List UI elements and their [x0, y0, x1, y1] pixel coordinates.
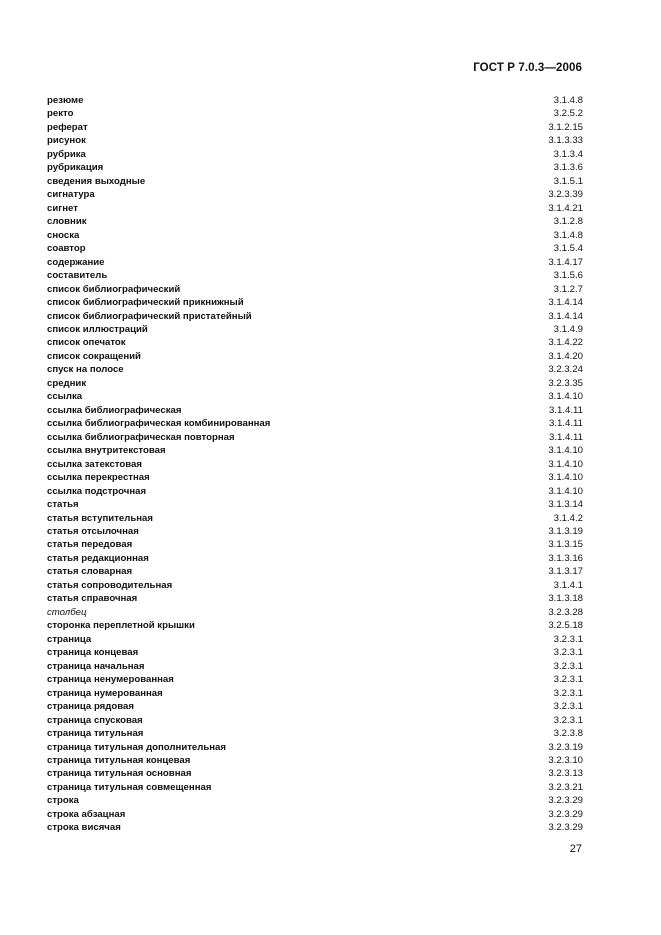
- index-term: статья: [47, 499, 79, 511]
- index-term: список библиографический: [47, 283, 181, 295]
- index-reference: 3.1.3.19: [548, 526, 583, 537]
- index-reference: 3.1.4.11: [549, 404, 583, 416]
- index-entry: [47, 377, 583, 390]
- index-term: список библиографический пристатейный: [47, 310, 252, 322]
- index-entry: [47, 404, 583, 417]
- index-term: содержание: [47, 256, 105, 268]
- index-entry: [47, 794, 583, 807]
- index-term: статья передовая: [47, 539, 133, 551]
- index-term: ссылка библиографическая повторная: [47, 431, 235, 443]
- index-term: страница рядовая: [47, 701, 134, 713]
- index-reference: 3.2.3.1: [553, 660, 583, 672]
- index-reference: 3.1.4.20: [548, 350, 583, 362]
- index-term: страница начальная: [47, 660, 145, 672]
- index-entry: [47, 646, 583, 659]
- index-term: страница: [47, 633, 92, 645]
- index-reference: 3.1.4.14: [548, 297, 583, 309]
- term-index-list: [47, 94, 583, 835]
- index-term: список опечаток: [47, 337, 126, 349]
- index-entry: [47, 808, 583, 821]
- index-reference: 3.2.3.21: [548, 781, 583, 793]
- index-entry: [47, 714, 583, 727]
- index-reference: 3.2.3.1: [553, 633, 583, 645]
- index-reference: 3.1.4.17: [548, 256, 583, 268]
- index-reference: 3.2.3.28: [548, 606, 583, 618]
- index-entry: [47, 767, 583, 780]
- index-reference: 3.1.4.1: [553, 579, 583, 591]
- index-entry: [47, 256, 583, 269]
- index-entry: [47, 606, 583, 619]
- index-entry: [47, 202, 583, 215]
- index-reference: 3.2.3.39: [548, 189, 583, 201]
- index-reference: 3.2.3.10: [548, 754, 583, 766]
- index-term: спуск на полосе: [47, 364, 124, 376]
- index-reference: 3.2.5.2: [553, 108, 583, 120]
- index-reference: 3.1.3.6: [553, 162, 583, 174]
- index-reference: 3.1.4.10: [548, 485, 583, 497]
- index-entry: [47, 363, 583, 376]
- index-reference: 3.2.3.24: [548, 364, 583, 376]
- index-reference: 3.1.3.15: [548, 539, 583, 551]
- index-reference: 3.1.3.18: [548, 593, 583, 605]
- index-reference: 3.1.4.10: [548, 458, 583, 470]
- index-term: сноска: [47, 229, 80, 241]
- index-entry: [47, 660, 583, 673]
- index-entry: [47, 310, 583, 323]
- index-entry: [47, 417, 583, 430]
- index-entry: [47, 592, 583, 605]
- index-term: словник: [47, 216, 87, 228]
- index-reference: 3.2.3.1: [553, 687, 583, 699]
- index-entry: [47, 269, 583, 282]
- index-reference: 3.1.4.22: [548, 337, 583, 349]
- index-entry: [47, 107, 583, 120]
- index-reference: 3.2.3.1: [553, 674, 583, 686]
- index-term: строка абзацная: [47, 808, 126, 820]
- index-term: сигнатура: [47, 189, 95, 201]
- index-reference: 3.1.4.2: [553, 512, 583, 524]
- index-entry: [47, 700, 583, 713]
- index-reference: 3.1.4.8: [553, 95, 583, 106]
- index-term: ректо: [47, 108, 74, 120]
- index-reference: 3.1.2.8: [553, 216, 583, 228]
- index-term: ссылка подстрочная: [47, 485, 147, 497]
- index-term: составитель: [47, 270, 108, 282]
- index-term: страница титульная дополнительная: [47, 741, 226, 753]
- index-entry: [47, 673, 583, 686]
- index-reference: 3.1.4.8: [553, 229, 583, 241]
- index-entry: [47, 134, 583, 147]
- index-entry: [47, 296, 583, 309]
- index-term: ссылка внутритекстовая: [47, 445, 166, 457]
- index-reference: 3.2.3.29: [548, 795, 583, 807]
- index-entry: [47, 633, 583, 646]
- index-term: сведения выходные: [47, 175, 146, 187]
- index-entry: [47, 188, 583, 201]
- index-term: страница титульная основная: [47, 768, 192, 780]
- index-reference: 3.1.4.21: [548, 202, 583, 214]
- index-term: строка: [47, 795, 79, 807]
- index-entry: [47, 619, 583, 632]
- index-entry: [47, 350, 583, 363]
- index-term: статья вступительная: [47, 512, 153, 524]
- index-entry: [47, 727, 583, 740]
- index-term: список библиографический прикнижный: [47, 297, 244, 309]
- index-reference: 3.2.3.8: [553, 728, 583, 740]
- index-term: статья сопроводительная: [47, 579, 173, 591]
- index-term: ссылка: [47, 391, 83, 403]
- index-reference: 3.1.3.17: [548, 566, 583, 578]
- index-term: ссылка затекстовая: [47, 458, 142, 470]
- index-term: страница спусковая: [47, 714, 143, 726]
- index-reference: 3.1.4.14: [548, 310, 583, 322]
- index-reference: 3.2.3.1: [553, 647, 583, 659]
- index-entry: [47, 754, 583, 767]
- index-reference: 3.2.3.1: [553, 701, 583, 713]
- index-term: ссылка библиографическая: [47, 404, 182, 416]
- index-reference: 3.2.3.19: [548, 741, 583, 753]
- index-term: страница ненумерованная: [47, 674, 174, 686]
- index-term: страница титульная концевая: [47, 754, 191, 766]
- index-term: сторонка переплетной крышки: [47, 620, 195, 632]
- index-term: реферат: [47, 121, 88, 133]
- index-entry: [47, 94, 583, 107]
- index-term: список сокращений: [47, 350, 141, 362]
- index-entry: [47, 821, 583, 834]
- index-term: статья справочная: [47, 593, 138, 605]
- page-number: 27: [569, 843, 582, 855]
- index-entry: [47, 336, 583, 349]
- index-entry: [47, 215, 583, 228]
- index-entry: [47, 498, 583, 511]
- index-reference: 3.1.3.16: [548, 552, 583, 564]
- index-entry: [47, 579, 583, 592]
- index-entry: [47, 121, 583, 134]
- index-term: страница титульная: [47, 728, 144, 740]
- index-entry: [47, 323, 583, 336]
- document-header: [473, 62, 582, 74]
- index-term: столбец: [47, 606, 87, 618]
- index-reference: 3.1.5.4: [553, 243, 583, 255]
- index-reference: 3.2.3.35: [548, 377, 583, 389]
- index-reference: 3.2.3.1: [553, 714, 583, 726]
- index-reference: 3.1.2.7: [553, 283, 583, 295]
- index-reference: 3.1.5.1: [553, 175, 583, 187]
- index-reference: 3.2.3.29: [548, 822, 583, 834]
- index-entry: [47, 781, 583, 794]
- index-reference: 3.1.3.4: [553, 148, 583, 160]
- index-term: средник: [47, 377, 87, 389]
- index-entry: [47, 175, 583, 188]
- index-reference: 3.1.4.11: [549, 418, 583, 430]
- standard-code: ГОСТ Р 7.0.3—2006: [473, 62, 582, 74]
- index-term: ссылка библиографическая комбинированная: [47, 418, 271, 430]
- index-term: рубрикация: [47, 162, 104, 174]
- index-reference: 3.1.4.9: [553, 323, 583, 335]
- index-reference: 3.1.3.33: [548, 135, 583, 147]
- index-term: статья словарная: [47, 566, 133, 578]
- index-reference: 3.1.5.6: [553, 270, 583, 282]
- index-entry: [47, 229, 583, 242]
- index-entry: [47, 242, 583, 255]
- index-reference: 3.1.4.10: [548, 445, 583, 457]
- index-term: соавтор: [47, 243, 86, 255]
- index-term: сигнет: [47, 202, 78, 214]
- index-entry: [47, 148, 583, 161]
- index-term: резюме: [47, 95, 84, 106]
- index-term: страница титульная совмещенная: [47, 781, 212, 793]
- index-reference: 3.1.2.15: [548, 121, 583, 133]
- index-entry: [47, 161, 583, 174]
- index-term: статья редакционная: [47, 552, 149, 564]
- index-term: список иллюстраций: [47, 323, 148, 335]
- index-term: рисунок: [47, 135, 86, 147]
- index-reference: 3.2.3.29: [548, 808, 583, 820]
- index-reference: 3.2.3.13: [548, 768, 583, 780]
- index-entry: [47, 741, 583, 754]
- index-entry: [47, 458, 583, 471]
- index-reference: 3.1.4.11: [549, 431, 583, 443]
- index-entry: [47, 471, 583, 484]
- index-entry: [47, 283, 583, 296]
- index-entry: [47, 687, 583, 700]
- index-entry: [47, 444, 583, 457]
- index-entry: [47, 390, 583, 403]
- index-entry: [47, 512, 583, 525]
- index-reference: 3.1.4.10: [548, 391, 583, 403]
- index-term: статья отсылочная: [47, 526, 139, 537]
- index-entry: [47, 525, 583, 538]
- index-entry: [47, 485, 583, 498]
- index-entry: [47, 431, 583, 444]
- index-term: рубрика: [47, 148, 86, 160]
- index-term: строка висячая: [47, 822, 121, 834]
- index-term: страница нумерованная: [47, 687, 163, 699]
- index-term: страница концевая: [47, 647, 139, 659]
- index-reference: 3.1.3.14: [548, 499, 583, 511]
- index-reference: 3.1.4.10: [548, 472, 583, 484]
- index-entry: [47, 565, 583, 578]
- index-entry: [47, 552, 583, 565]
- index-entry: [47, 538, 583, 551]
- index-term: ссылка перекрестная: [47, 472, 150, 484]
- index-reference: 3.2.5.18: [548, 620, 583, 632]
